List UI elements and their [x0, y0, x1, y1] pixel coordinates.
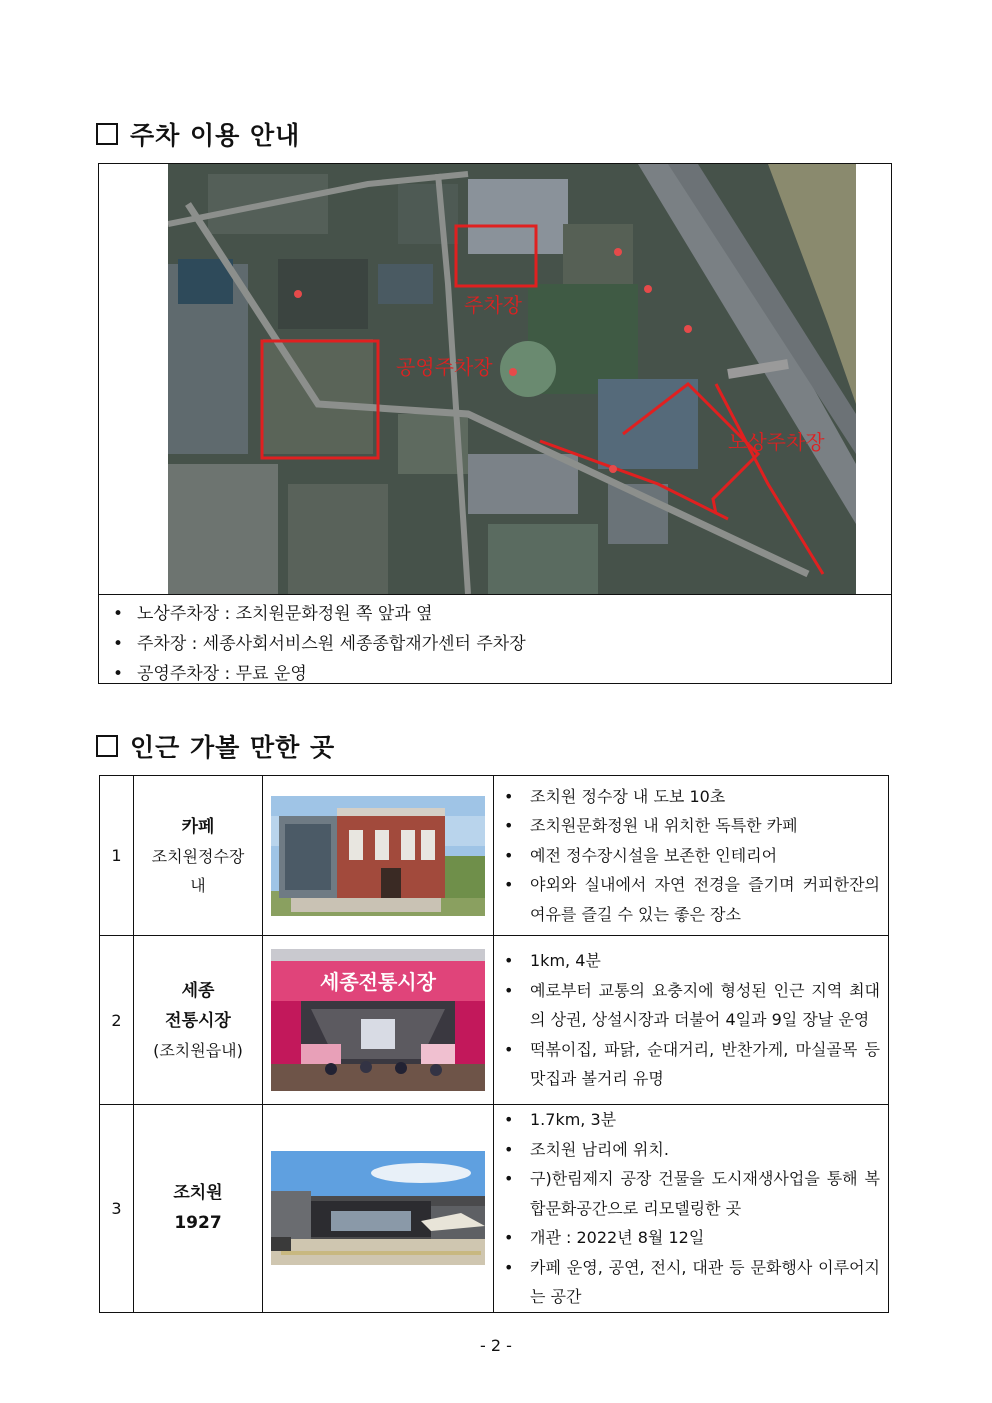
market-sign-text: 세종전통시장	[320, 970, 436, 994]
place-detail: • 조치원문화정원 내 위치한 독특한 카페	[494, 811, 880, 841]
place-name: 카페 조치원정수장 내	[134, 776, 263, 936]
place-number: 1	[100, 776, 134, 936]
place-name: 조치원 1927	[134, 1105, 263, 1313]
map-label-lot: 주차장	[464, 293, 522, 317]
place-detail: • 야외와 실내에서 자연 전경을 즐기며 커피한잔의 여유를 즐길 수 있는 좋은 장소	[494, 870, 880, 929]
table-row	[100, 776, 889, 936]
place-detail: • 1km, 4분	[494, 946, 880, 976]
table-row	[100, 936, 889, 1105]
place-detail: • 예전 정수장시설을 보존한 인테리어	[494, 841, 880, 871]
square-bullet-icon	[96, 735, 118, 757]
place-detail: • 조치원 남리에 위치.	[494, 1135, 880, 1165]
page-number: - 2 -	[480, 1336, 512, 1355]
place-detail: • 조치원 정수장 내 도보 10초	[494, 782, 880, 812]
map-label-street-lot: 노상주차장	[728, 430, 825, 454]
square-bullet-icon	[96, 123, 118, 145]
table-row	[100, 1105, 889, 1313]
place-detail: • 개관 : 2022년 8월 12일	[494, 1223, 880, 1253]
place-detail: • 1.7km, 3분	[494, 1105, 880, 1135]
cafe-photo	[271, 796, 485, 916]
section-title-parking: 주차 이용 안내	[96, 116, 300, 152]
nearby-places-table	[99, 775, 889, 1313]
place-number: 2	[100, 936, 134, 1105]
parking-map-box	[98, 163, 892, 684]
place-detail: • 구)한림제지 공장 건물을 도시재생사업을 통해 복합문화공간으로 리모델링한 곳	[494, 1164, 880, 1223]
parking-note: • 공영주차장 : 무료 운영	[99, 661, 891, 691]
place-detail: • 예로부터 교통의 요충지에 형성된 인근 지역 최대의 상권, 상설시장과 더불어 4일과 9일 장날 운영	[494, 976, 880, 1035]
parking-map	[168, 164, 856, 594]
place-number: 3	[100, 1105, 134, 1313]
map-label-public-lot: 공영주차장	[396, 355, 493, 379]
jochiwon1927-photo	[271, 1151, 485, 1265]
place-name: 세종 전통시장 (조치원읍내)	[134, 936, 263, 1105]
place-detail: • 카페 운영, 공연, 전시, 대관 등 문화행사 이루어지는 공간	[494, 1253, 880, 1312]
parking-notes	[99, 594, 891, 684]
satellite-map-image	[168, 164, 856, 594]
market-photo	[271, 949, 485, 1091]
parking-note: • 노상주차장 : 조치원문화정원 쪽 앞과 옆	[99, 601, 891, 631]
place-detail: • 떡볶이집, 파닭, 순대거리, 반찬가게, 마실골목 등 맛집과 볼거리 유명	[494, 1035, 880, 1094]
parking-note: • 주차장 : 세종사회서비스원 세종종합재가센터 주차장	[99, 631, 891, 661]
section-title-nearby: 인근 가볼 만한 곳	[96, 728, 335, 764]
